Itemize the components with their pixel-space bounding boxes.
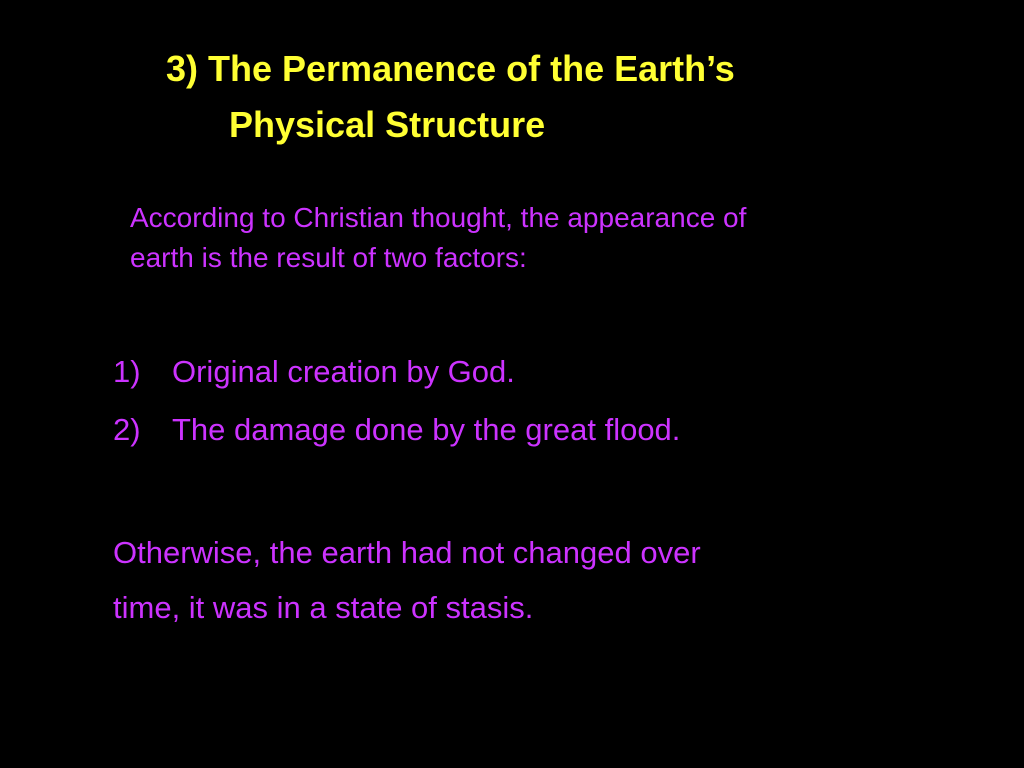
- slide-title-line-1: 3) The Permanence of the Earth’s: [166, 48, 735, 89]
- slide-title-line-2: Physical Structure: [229, 104, 546, 145]
- list-item-number: 1): [113, 354, 141, 389]
- closing-line-2: time, it was in a state of stasis.: [113, 590, 534, 625]
- factors-list: [113, 352, 680, 468]
- list-item: [113, 410, 680, 450]
- intro-line-2: earth is the result of two factors:: [130, 242, 527, 273]
- list-item-number: 2): [113, 412, 141, 447]
- list-item-text: The damage done by the great flood.: [172, 412, 681, 447]
- closing-line-1: Otherwise, the earth had not changed over: [113, 535, 701, 570]
- list-item-text: Original creation by God.: [172, 354, 515, 389]
- intro-paragraph: [130, 198, 990, 278]
- closing-paragraph: [113, 525, 701, 635]
- list-item: [113, 352, 680, 392]
- intro-line-1: According to Christian thought, the appearance of: [130, 202, 747, 233]
